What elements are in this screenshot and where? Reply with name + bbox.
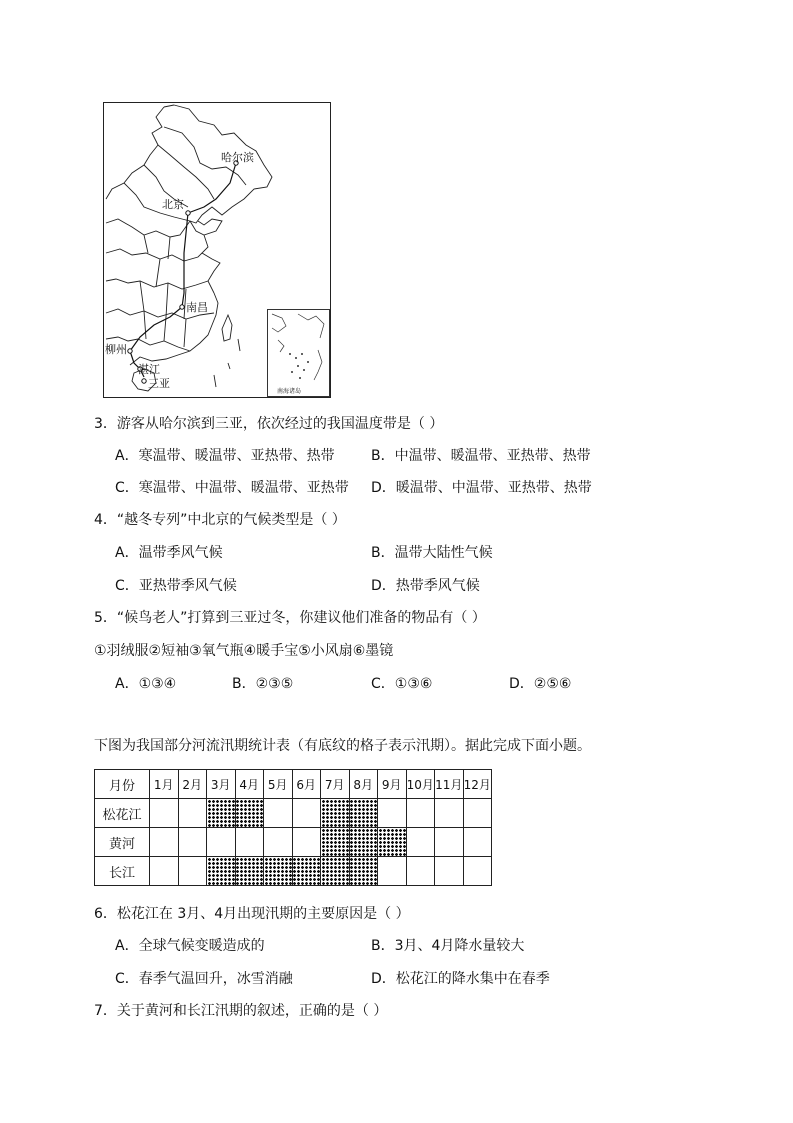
month-header-4: 4月	[235, 770, 264, 799]
city-label-sanya: 三亚	[148, 377, 170, 390]
flood-cell	[292, 857, 321, 886]
city-label-beijing: 北京	[162, 198, 184, 211]
empty-cell	[264, 799, 293, 828]
river-name: 黄河	[95, 828, 150, 857]
city-label-nanchang: 南昌	[186, 301, 208, 314]
empty-cell	[264, 828, 293, 857]
flood-cell	[321, 799, 350, 828]
river-name: 长江	[95, 857, 150, 886]
empty-cell	[406, 828, 435, 857]
month-header-1: 1月	[150, 770, 179, 799]
city-label-liuzhou: 柳州	[105, 343, 127, 356]
empty-cell	[178, 828, 207, 857]
question-6-option-d: D．松花江的降水集中在春季	[371, 971, 550, 987]
empty-cell	[150, 828, 179, 857]
flood-cell	[321, 828, 350, 857]
month-header-3: 3月	[207, 770, 236, 799]
empty-cell	[178, 799, 207, 828]
question-3-option-d: D．暖温带、中温带、亚热带、热带	[371, 480, 592, 496]
question-4-option-c: C．亚热带季风气候	[115, 578, 237, 594]
question-7-stem: 7．关于黄河和长江汛期的叙述，正确的是（ ）	[94, 1003, 388, 1019]
month-header-7: 7月	[321, 770, 350, 799]
table-intro-text: 下图为我国部分河流汛期统计表（有底纹的格子表示汛期）。据此完成下面小题。	[94, 738, 591, 754]
flood-cell	[235, 799, 264, 828]
flood-cell	[264, 857, 293, 886]
month-header-8: 8月	[349, 770, 378, 799]
empty-cell	[406, 799, 435, 828]
month-header-9: 9月	[378, 770, 407, 799]
month-header-10: 10月	[406, 770, 435, 799]
table-row	[95, 857, 492, 886]
question-6-option-c: C．春季气温回升，冰雪消融	[115, 971, 293, 987]
table-row	[95, 828, 492, 857]
empty-cell	[435, 857, 464, 886]
question-6-option-a: A．全球气候变暖造成的	[115, 938, 265, 954]
month-header-11: 11月	[435, 770, 464, 799]
empty-cell	[207, 828, 236, 857]
empty-cell	[235, 828, 264, 857]
flood-cell	[349, 799, 378, 828]
table-row	[95, 799, 492, 828]
flood-cell	[235, 857, 264, 886]
question-5-option-c: C．①③⑥	[371, 676, 433, 692]
question-4-option-b: B．温带大陆性气候	[371, 545, 493, 561]
flood-cell	[207, 857, 236, 886]
empty-cell	[435, 799, 464, 828]
month-header-5: 5月	[264, 770, 293, 799]
inset-drawing	[268, 310, 329, 396]
question-5-option-d: D．②⑤⑥	[509, 676, 572, 692]
flood-cell	[321, 857, 350, 886]
river-flood-table	[94, 769, 492, 886]
flood-cell	[349, 828, 378, 857]
empty-cell	[378, 799, 407, 828]
flood-cell	[378, 828, 407, 857]
question-3-option-c: C．寒温带、中温带、暖温带、亚热带	[115, 480, 349, 496]
question-4-option-d: D．热带季风气候	[371, 578, 480, 594]
question-3-stem: 3．游客从哈尔滨到三亚，依次经过的我国温度带是（ ）	[94, 416, 444, 432]
empty-cell	[463, 857, 492, 886]
question-5-option-b: B．②③⑤	[232, 676, 294, 692]
question-3-option-a: A．寒温带、暖温带、亚热带、热带	[115, 448, 335, 464]
city-label-harbin: 哈尔滨	[221, 151, 254, 164]
question-4-option-a: A．温带季风气候	[115, 545, 223, 561]
city-label-zhanjiang: 湛江	[138, 363, 160, 376]
empty-cell	[463, 828, 492, 857]
flood-cell	[349, 857, 378, 886]
empty-cell	[406, 857, 435, 886]
question-6-stem: 6．松花江在 3月、4月出现汛期的主要原因是（ ）	[94, 906, 410, 922]
south-china-sea-inset	[267, 309, 330, 397]
question-5-stem: 5．“候鸟老人”打算到三亚过冬，你建议他们准备的物品有（ ）	[94, 610, 486, 626]
empty-cell	[463, 799, 492, 828]
empty-cell	[150, 799, 179, 828]
empty-cell	[178, 857, 207, 886]
month-header-6: 6月	[292, 770, 321, 799]
empty-cell	[150, 857, 179, 886]
question-4-stem: 4．“越冬专列”中北京的气候类型是（ ）	[94, 512, 346, 528]
empty-cell	[435, 828, 464, 857]
river-name: 松花江	[95, 799, 150, 828]
empty-cell	[378, 857, 407, 886]
month-header-12: 12月	[463, 770, 492, 799]
flood-cell	[207, 799, 236, 828]
question-3-option-b: B．中温带、暖温带、亚热带、热带	[371, 448, 591, 464]
question-6-option-b: B．3月、4月降水量较大	[371, 938, 525, 954]
inset-label: 南海诸岛	[277, 388, 302, 395]
empty-cell	[292, 799, 321, 828]
table-header-label: 月份	[95, 770, 150, 799]
question-5-items: ①羽绒服②短袖③氧气瓶④暖手宝⑤小风扇⑥墨镜	[94, 643, 394, 659]
month-header-2: 2月	[178, 770, 207, 799]
empty-cell	[292, 828, 321, 857]
table-header-row	[95, 770, 492, 799]
question-5-option-a: A．①③④	[115, 676, 177, 692]
